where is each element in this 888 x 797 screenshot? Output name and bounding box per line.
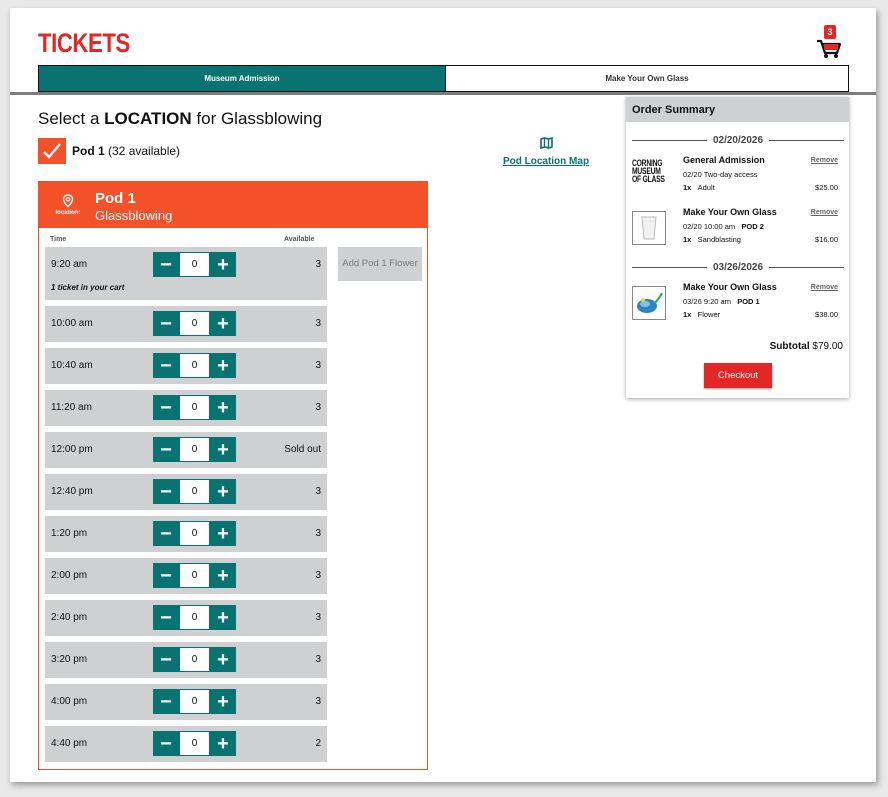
checkout-button[interactable]: Checkout — [704, 363, 772, 388]
divider — [632, 140, 707, 141]
slot-time: 9:20 am — [51, 259, 88, 270]
quantity-input[interactable]: 0 — [179, 395, 210, 420]
slot-time: 12:00 pm — [51, 444, 93, 455]
increment-button[interactable]: + — [210, 395, 236, 420]
slot-availability: 3 — [315, 654, 321, 665]
quantity-input[interactable]: 0 — [179, 437, 210, 462]
quantity-input[interactable]: 0 — [179, 479, 210, 504]
subtotal — [770, 341, 843, 352]
cmog-logo-text: CORNING MUSEUM OF GLASS — [632, 158, 665, 184]
column-header-time: Time — [50, 236, 67, 243]
decrement-button[interactable]: − — [153, 353, 179, 378]
checkmark-icon — [42, 142, 62, 160]
quantity-input[interactable]: 0 — [179, 605, 210, 630]
map-icon — [540, 137, 553, 149]
quantity-stepper — [153, 647, 237, 672]
quantity-input[interactable]: 0 — [179, 647, 210, 672]
quantity-stepper — [153, 689, 237, 714]
item-detail-text: 02/20 10:00 am — [683, 222, 736, 231]
glass-flower-thumbnail — [632, 286, 666, 320]
quantity-input[interactable]: 0 — [179, 353, 210, 378]
glass-flower-icon — [633, 287, 665, 319]
location-label: location: — [55, 210, 81, 216]
subtotal-label: Subtotal — [769, 341, 810, 352]
item-type: Flower — [697, 310, 721, 319]
quantity-stepper — [153, 252, 237, 277]
time-slot-row — [45, 558, 327, 594]
time-slot-row — [45, 600, 327, 636]
quantity-stepper — [153, 311, 237, 336]
increment-button[interactable]: + — [210, 252, 236, 277]
summary-date-row — [632, 260, 844, 274]
slot-availability: 3 — [315, 402, 321, 413]
increment-button[interactable]: + — [210, 605, 236, 630]
slot-time: 2:40 pm — [51, 612, 88, 623]
item-price: $38.00 — [815, 310, 838, 319]
summary-date: 03/26/2026 — [712, 261, 764, 273]
item-type: Adult — [697, 183, 715, 192]
location-pin-icon — [62, 194, 74, 208]
time-slot-row — [45, 684, 327, 720]
item-name: General Admission — [683, 155, 765, 165]
quantity-stepper — [153, 479, 237, 504]
item-quantity — [683, 235, 741, 244]
time-slot-row — [45, 726, 327, 762]
ticket-tabs — [38, 65, 849, 92]
quantity-stepper — [153, 437, 237, 462]
slot-time: 3:20 pm — [51, 654, 88, 665]
slot-time: 1:20 pm — [51, 528, 88, 539]
tickets-logo[interactable]: TICKETS — [38, 28, 130, 58]
slot-availability: 3 — [315, 318, 321, 329]
order-summary — [626, 97, 849, 398]
summary-item-make-your-own-glass-1 — [632, 207, 844, 253]
title-bold: LOCATION — [104, 109, 192, 128]
slot-availability: 3 — [315, 486, 321, 497]
summary-date: 02/20/2026 — [712, 134, 764, 146]
pod-location-tag — [47, 194, 89, 216]
tab-museum-admission[interactable]: Museum Admission — [39, 66, 445, 91]
quantity-stepper — [153, 605, 237, 630]
order-summary-title: Order Summary — [626, 97, 849, 122]
time-slot-row — [45, 247, 327, 300]
item-detail — [683, 222, 764, 231]
slot-time: 10:00 am — [51, 318, 93, 329]
remove-link[interactable]: Remove — [810, 284, 838, 291]
quantity-stepper — [153, 521, 237, 546]
divider — [632, 267, 707, 268]
decrement-button[interactable]: − — [153, 647, 179, 672]
page-title — [38, 109, 322, 129]
remove-link[interactable]: Remove — [810, 209, 838, 216]
slot-availability: 3 — [315, 696, 321, 707]
increment-button[interactable]: + — [210, 479, 236, 504]
pod-panel — [38, 181, 428, 770]
location-option-label — [72, 144, 180, 158]
increment-button[interactable]: + — [210, 353, 236, 378]
divider — [769, 140, 844, 141]
location-checkbox[interactable] — [38, 138, 66, 164]
item-detail-text: 03/26 9:20 am — [683, 297, 731, 306]
title-suffix: for Glassblowing — [191, 109, 323, 128]
divider — [769, 267, 844, 268]
increment-button[interactable]: + — [210, 437, 236, 462]
item-detail: 02/20 Two-day access — [683, 170, 758, 179]
slot-time: 4:00 pm — [51, 696, 88, 707]
pod-subtitle: Glassblowing — [95, 208, 173, 223]
time-slot-row — [45, 432, 327, 468]
slot-availability: 3 — [315, 570, 321, 581]
slot-time: 4:40 pm — [51, 738, 88, 749]
cart-button[interactable] — [816, 25, 842, 59]
item-qty: 1x — [683, 310, 692, 319]
column-header-available: Available — [284, 236, 315, 243]
location-option-availability: (32 available) — [108, 144, 181, 158]
item-price: $25.00 — [815, 183, 838, 192]
title-prefix: Select a — [38, 109, 105, 128]
quantity-input[interactable]: 0 — [179, 521, 210, 546]
slot-availability: 3 — [315, 360, 321, 371]
slot-time: 11:20 am — [51, 402, 92, 413]
location-option-pod-1[interactable] — [38, 138, 180, 164]
increment-button[interactable]: + — [210, 521, 236, 546]
slot-time: 10:40 am — [51, 360, 93, 371]
quantity-input[interactable]: 0 — [179, 689, 210, 714]
time-slot-row — [45, 348, 327, 384]
pod-header — [39, 182, 427, 228]
page-frame — [10, 8, 876, 782]
time-slot-row — [45, 306, 327, 342]
decrement-button[interactable]: − — [153, 479, 179, 504]
item-pod: POD 2 — [741, 222, 764, 231]
increment-button[interactable]: + — [210, 563, 236, 588]
time-slot-row — [45, 390, 327, 426]
header-divider — [10, 92, 876, 95]
cmog-logo — [632, 159, 666, 193]
cart-count-badge: 3 — [824, 25, 836, 39]
decrement-button[interactable]: − — [153, 395, 179, 420]
time-slot-row — [45, 474, 327, 510]
item-price: $16.00 — [815, 235, 838, 244]
slot-availability: 3 — [315, 259, 321, 270]
decrement-button[interactable]: − — [153, 252, 179, 277]
quantity-stepper — [153, 563, 237, 588]
time-slot-row — [45, 642, 327, 678]
decrement-button[interactable]: − — [153, 689, 179, 714]
increment-button[interactable]: + — [210, 731, 236, 756]
slot-time: 12:40 pm — [51, 486, 93, 497]
decrement-button[interactable]: − — [153, 605, 179, 630]
time-slot-row — [45, 516, 327, 552]
slot-availability: Sold out — [284, 444, 321, 455]
decrement-button[interactable]: − — [153, 731, 179, 756]
location-option-name: Pod 1 — [72, 144, 105, 158]
item-qty: 1x — [683, 235, 692, 244]
tab-make-your-own-glass[interactable]: Make Your Own Glass — [445, 66, 848, 91]
sandblasting-glass-thumbnail — [632, 211, 666, 245]
slot-availability: 3 — [315, 528, 321, 539]
decrement-button[interactable]: − — [153, 437, 179, 462]
quantity-input[interactable]: 0 — [179, 563, 210, 588]
quantity-stepper — [153, 731, 237, 756]
slot-cart-note: 1 ticket in your cart — [51, 283, 125, 292]
item-pod: POD 1 — [737, 297, 760, 306]
cart-icon — [816, 25, 842, 59]
item-quantity — [683, 310, 720, 319]
subtotal-value: $79.00 — [812, 341, 843, 352]
summary-item-make-your-own-glass-2 — [632, 282, 844, 328]
add-pod-1-flower-button[interactable]: Add Pod 1 Flower — [338, 247, 422, 281]
slot-availability: 3 — [315, 612, 321, 623]
remove-link[interactable]: Remove — [810, 157, 838, 164]
summary-item-general-admission — [632, 155, 844, 201]
increment-button[interactable]: + — [210, 311, 236, 336]
slot-time: 2:00 pm — [51, 570, 88, 581]
item-name: Make Your Own Glass — [683, 282, 777, 292]
pod-title: Pod 1 — [95, 190, 136, 207]
quantity-stepper — [153, 395, 237, 420]
decrement-button[interactable]: − — [153, 563, 179, 588]
increment-button[interactable]: + — [210, 647, 236, 672]
pod-location-map-link[interactable] — [496, 136, 596, 167]
slot-availability: 2 — [315, 738, 321, 749]
quantity-input[interactable]: 0 — [179, 252, 210, 277]
quantity-input[interactable]: 0 — [179, 731, 210, 756]
glass-cup-icon — [633, 212, 665, 244]
summary-date-row — [632, 133, 844, 147]
increment-button[interactable]: + — [210, 689, 236, 714]
map-link-label[interactable]: Pod Location Map — [502, 156, 590, 167]
item-qty: 1x — [683, 183, 692, 192]
decrement-button[interactable]: − — [153, 311, 179, 336]
decrement-button[interactable]: − — [153, 521, 179, 546]
item-name: Make Your Own Glass — [683, 207, 777, 217]
item-detail — [683, 297, 760, 306]
item-type: Sandblasting — [697, 235, 741, 244]
item-quantity — [683, 183, 715, 192]
quantity-stepper — [153, 353, 237, 378]
quantity-input[interactable]: 0 — [179, 311, 210, 336]
